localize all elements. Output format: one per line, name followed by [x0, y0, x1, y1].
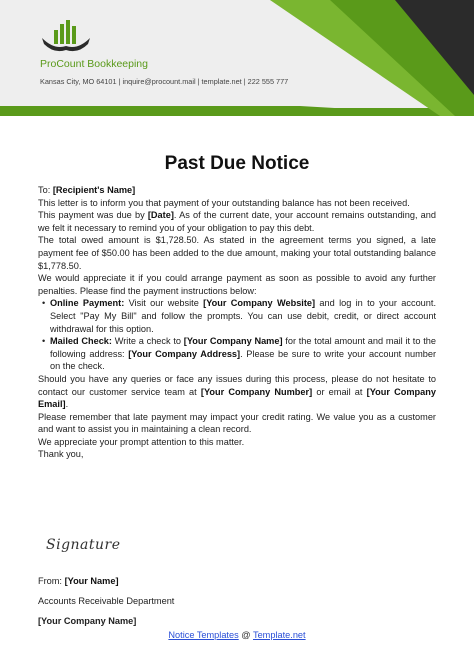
paragraph-amount: The total owed amount is $1,728.50. As stated in the agreement terms you signed, a late payment fee of $50.00 has been added to the due amount, making your total outstanding balance $1,778.50. [38, 235, 436, 271]
recipient-placeholder: [Recipient's Name] [52, 185, 136, 195]
paragraph-due-date: This payment was due by [Date]. As of the current date, your account remains outstanding, and we felt it necessary to remind you of your obligation to pay this debt. [38, 210, 436, 233]
department: Accounts Receivable Department [38, 596, 175, 606]
page-title: Past Due Notice [164, 153, 310, 174]
contact-line: Kansas City, MO 64101 | inquire@procount.mail | template.net | 222 555 777 [40, 77, 289, 86]
signature: Signature [46, 537, 121, 553]
company-placeholder: [Your Company Name] [38, 616, 137, 626]
letter-body [38, 184, 436, 461]
payment-options [38, 297, 436, 373]
list-item-online-payment: • Online Payment: Visit our website [Your Company Website] and log in to your account. Select "Pay My Bill" and follow the prompts. You can use debit, credit, or direct account withdrawal for this option. [50, 297, 436, 335]
company-name: ProCount Bookkeeping [40, 58, 148, 70]
paragraph-instructions: We would appreciate it if you could arrange payment as soon as possible to avoid any further penalties. Please find the payment instructions below: [38, 273, 436, 296]
footer [0, 630, 474, 640]
closing: Thank you, [38, 449, 84, 460]
paragraph-intro: This letter is to inform you that payment of your outstanding balance has not been received. [38, 197, 410, 208]
paragraph-appreciation: We appreciate your prompt attention to this matter. [38, 436, 245, 447]
template-net-link[interactable]: Template.net [252, 630, 306, 640]
paragraph-credit: Please remember that late payment may impact your credit rating. We value you as a customer and want to assist you in maintaining a clean record. [38, 411, 436, 435]
paragraph-contact: Should you have any queries or face any issues during this process, please do not hesitate to contact our customer service team at [Your Company Number] or email at [Your Company Email]. [38, 373, 436, 410]
letterhead [0, 0, 474, 116]
logo-icon [40, 20, 92, 54]
footer-separator: @ [241, 630, 251, 640]
list-item-mailed-check: • Mailed Check: Write a check to [Your Company Name] for the total amount and mail it to the following address: [Your Company Address]. Please be sure to write your account number on the check. [50, 335, 436, 373]
notice-templates-link[interactable]: Notice Templates [168, 630, 239, 640]
date-placeholder: [Date] [147, 210, 174, 221]
recipient-line: To: [Recipient's Name] [38, 185, 136, 195]
sender-placeholder: [Your Name] [64, 576, 119, 586]
from-line: From: [Your Name] [38, 576, 119, 586]
